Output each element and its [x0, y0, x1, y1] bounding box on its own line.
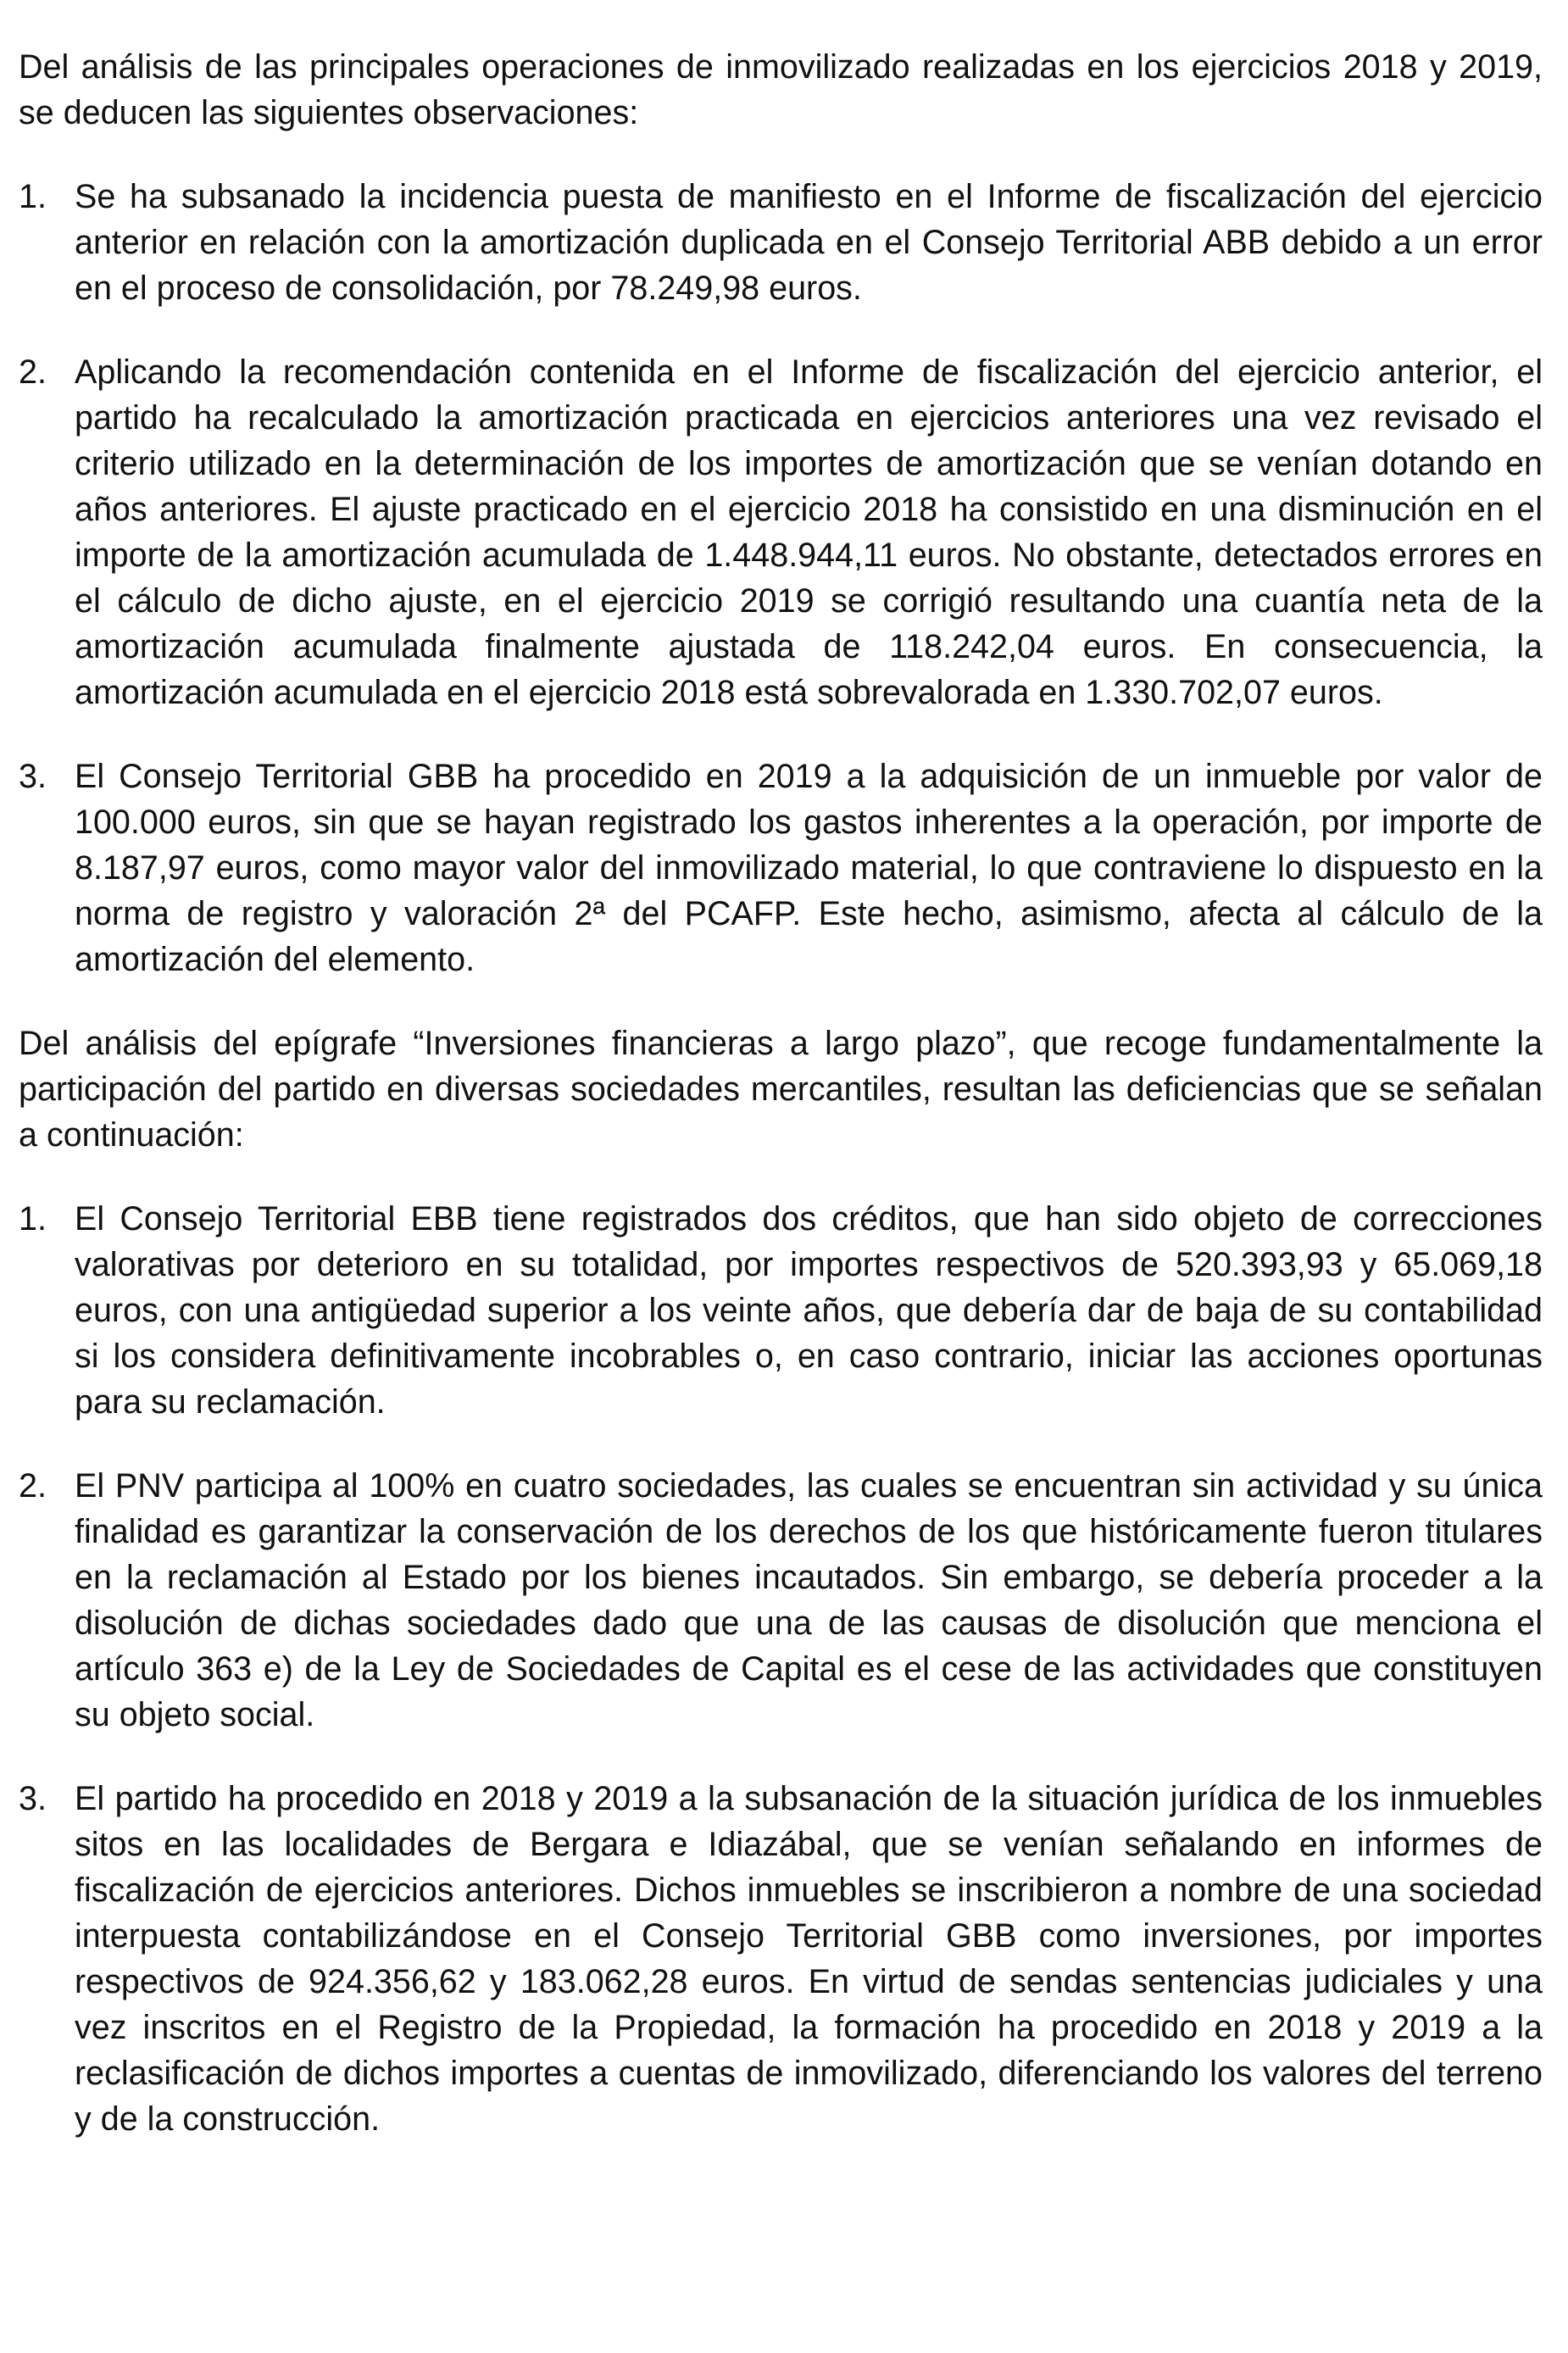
list-item-number: 1. — [19, 1200, 47, 1238]
list-item-number: 1. — [19, 178, 47, 215]
list-item — [19, 1776, 1543, 2142]
list-item-text: El partido ha procedido en 2018 y 2019 a la subsanación de la situación jurídica de los inmuebles sitos en las localidades de Bergara e Idiazábal, que se venían señalando en informes de fiscalización de ejercicios anteriores. Dichos inmuebles se inscribieron a nombre de una sociedad interpuesta contabilizándose en el Consejo Territorial GBB como inversiones, por importes respectivos de 924.356,62 y 183.062,28 euros. En virtud de sendas sentencias judiciales y una vez inscritos en el Registro de la Propiedad, la formación ha procedido en 2018 y 2019 a la reclasificación de dichos importes a cuentas de inmovilizado, diferenciando los valores del terreno y de la construcción. — [75, 1780, 1543, 2138]
list-item — [19, 754, 1543, 982]
list-item-number: 3. — [19, 1780, 47, 1817]
list-item-number: 2. — [19, 1467, 47, 1505]
list-item-text: El Consejo Territorial EBB tiene registrados dos créditos, que han sido objeto de correcciones valorativas por deterioro en su totalidad, por importes respectivos de 520.393,93 y 65.069,18 euros, con una antigüedad superior a los veinte años, que debería dar de baja de su contabilidad si los considera definitivamente incobrables o, en caso contrario, iniciar las acciones oportunas para su reclamación. — [75, 1200, 1543, 1421]
list-item-number: 3. — [19, 758, 47, 795]
observations-list-inmovilizado — [19, 174, 1543, 982]
list-item — [19, 1196, 1543, 1425]
intro-paragraph-inmovilizado: Del análisis de las principales operaciones de inmovilizado realizadas en los ejercicios 2018 y 2019, se deducen las siguientes observaciones: — [19, 48, 1543, 131]
list-item-text: Se ha subsanado la incidencia puesta de manifiesto en el Informe de fiscalización del ejercicio anterior en relación con la amortización duplicada en el Consejo Territorial ABB debido a un error en el proceso de consolidación, por 78.249,98 euros. — [75, 178, 1543, 307]
list-item — [19, 349, 1543, 715]
deficiencies-list-inversiones — [19, 1196, 1543, 2142]
intro-paragraph-inversiones: Del análisis del epígrafe “Inversiones financieras a largo plazo”, que recoge fundamentalmente la participación del partido en diversas sociedades mercantiles, resultan las deficiencias que se señalan a continuación: — [19, 1025, 1543, 1154]
list-item-text: El Consejo Territorial GBB ha procedido en 2019 a la adquisición de un inmueble por valor de 100.000 euros, sin que se hayan registrado los gastos inherentes a la operación, por importe de 8.187,97 euros, como mayor valor del inmovilizado material, lo que contraviene lo dispuesto en la norma de registro y valoración 2ª del PCAFP. Este hecho, asimismo, afecta al cálculo de la amortización del elemento. — [75, 758, 1543, 978]
list-item-text: Aplicando la recomendación contenida en el Informe de fiscalización del ejercicio anterior, el partido ha recalculado la amortización practicada en ejercicios anteriores una vez revisado el criterio utilizado en la determinación de los importes de amortización que se venían dotando en años anteriores. El ajuste practicado en el ejercicio 2018 ha consistido en una disminución en el importe de la amortización acumulada de 1.448.944,11 euros. No obstante, detectados errores en el cálculo de dicho ajuste, en el ejercicio 2019 se corrigió resultando una cuantía neta de la amortización acumulada finalmente ajustada de 118.242,04 euros. En consecuencia, la amortización acumulada en el ejercicio 2018 está sobrevalorada en 1.330.702,07 euros. — [75, 353, 1543, 711]
list-item-text: El PNV participa al 100% en cuatro sociedades, las cuales se encuentran sin actividad y su única finalidad es garantizar la conservación de los derechos de los que históricamente fueron titulares en la reclamación al Estado por los bienes incautados. Sin embargo, se debería proceder a la disolución de dichas sociedades dado que una de las causas de disolución que menciona el artículo 363 e) de la Ley de Sociedades de Capital es el cese de las actividades que constituyen su objeto social. — [75, 1467, 1543, 1733]
list-item-number: 2. — [19, 353, 47, 391]
list-item — [19, 174, 1543, 311]
list-item — [19, 1463, 1543, 1738]
